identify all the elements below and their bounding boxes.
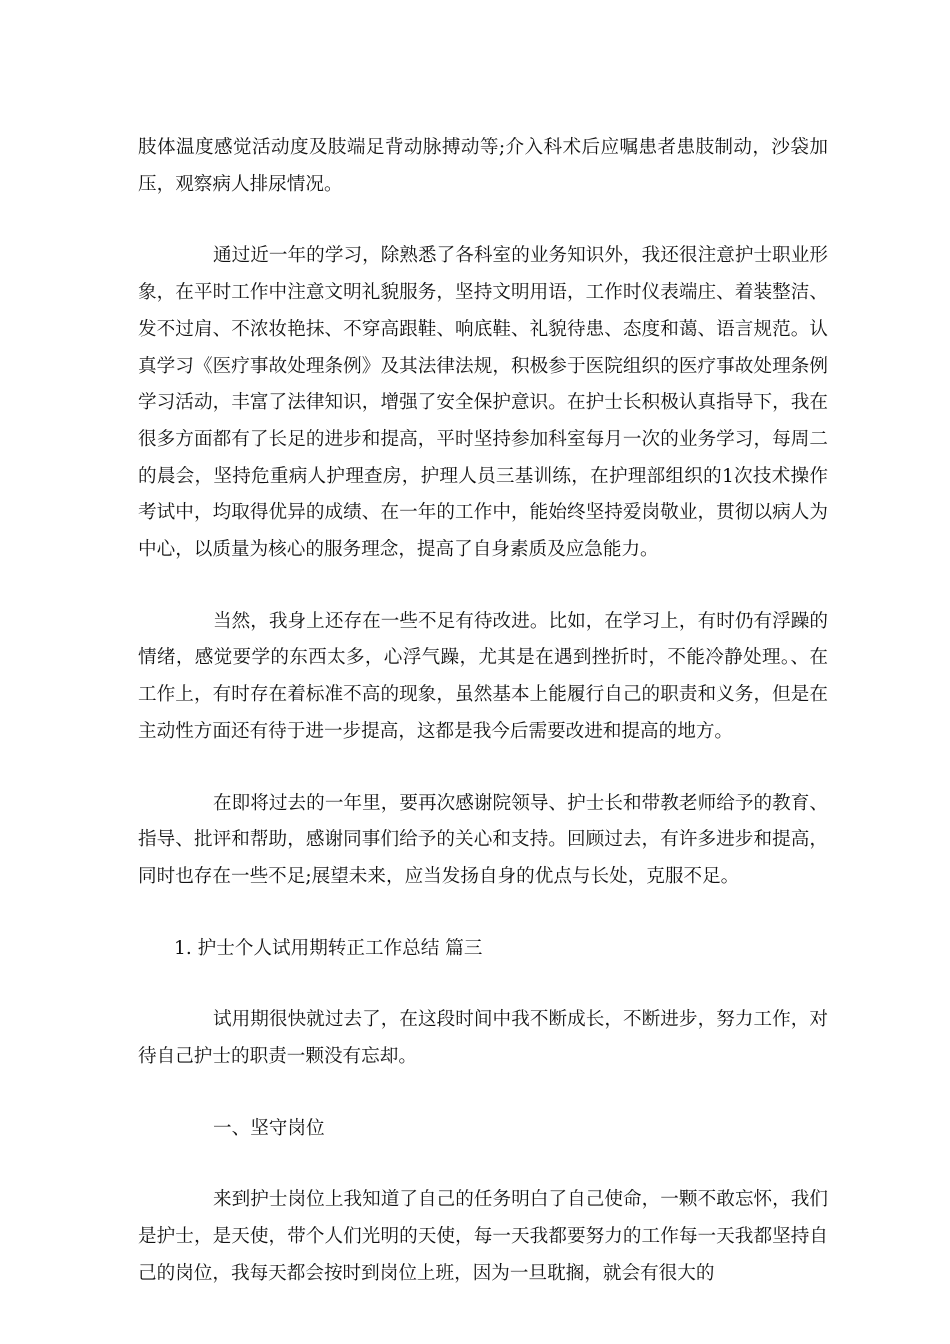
paragraph-3: 当然，我身上还存在一些不足有待改进。比如，在学习上，有时仍有浮躁的情绪，感觉要学的东西太多，心浮气躁，尤其是在遇到挫折时，不能冷静处理。、在工作上，有时存在着标准不高的现象，虽然基本上能履行自己的职责和义务，但是在主动性方面还有待于进一步提高，这都是我今后需要改进和提高的地方。 [138,610,828,742]
paragraph-gap [138,896,828,931]
paragraph-1: 肢体温度感觉活动度及肢端足背动脉搏动等;介入科术后应嘱患者患肢制动，沙袋加压，观察病人排尿情况。 [138,137,828,195]
paragraph-gap [138,1147,828,1182]
paragraph-2: 通过近一年的学习，除熟悉了各科室的业务知识外，我还很注意护士职业形象，在平时工作中注意文明礼貌服务，坚持文明用语，工作时仪表端庄、着装整洁、发不过肩、不浓妆艳抹、不穿高跟鞋、响底鞋、礼貌待患、态度和蔼、语言规范。认真学习《医疗事故处理条例》及其法律法规，积极参于医院组织的医疗事故处理条例学习活动，丰富了法律知识，增强了安全保护意识。在护士长积极认真指导下，我在很多方面都有了长足的进步和提高，平时坚持参加科室每月一次的业务学习，每周二的晨会，坚持危重病人护理查房，护理人员三基训练，在护理部组织的1次技术操作考试中，均取得优异的成绩、在一年的工作中，能始终坚持爱岗敬业，贯彻以病人为中心，以质量为核心的服务理念，提高了自身素质及应急能力。 [138,245,828,561]
paragraph-gap [138,569,828,604]
paragraph-4: 在即将过去的一年里，要再次感谢院领导、护士长和带教老师给予的教育、指导、批评和帮助，感谢同事们给予的关心和支持。回顾过去，有许多进步和提高，同时也存在一些不足;展望未来，应当发扬自身的优点与长处，克服不足。 [138,792,828,887]
paragraph-gap [138,967,828,1002]
paragraph-gap [138,203,828,238]
paragraph-gap [138,751,828,786]
paragraph-gap [138,1076,828,1111]
subsection-heading: 一、坚守岗位 [213,1117,325,1139]
paragraph-5: 试用期很快就过去了，在这段时间中我不断成长，不断进步，努力工作，对待自己护士的职责一颗没有忘却。 [138,1009,828,1068]
section-heading: 1. 护士个人试用期转正工作总结 篇三 [174,937,483,959]
document-page [138,130,828,1293]
paragraph-6: 来到护士岗位上我知道了自己的任务明白了自己使命，一颗不敢忘怀，我们是护士，是天使，带个人们光明的天使，每一天我都要努力的工作每一天我都坚持自己的岗位，我每天都会按时到岗位上班，因为一旦耽搁，就会有很大的 [138,1189,828,1284]
